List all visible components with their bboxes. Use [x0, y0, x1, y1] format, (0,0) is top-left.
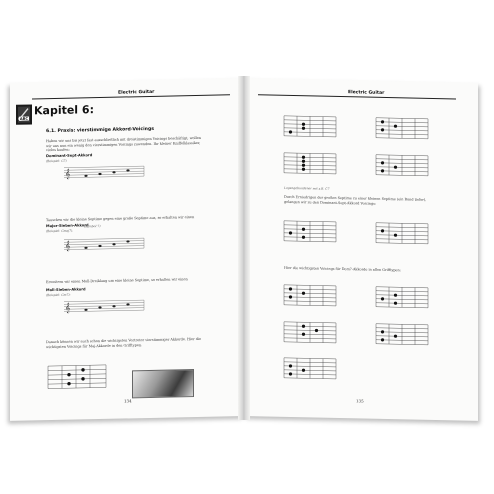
- chord-diagram-left: [48, 363, 106, 390]
- chord2-symbol: (Symbol 7): [84, 223, 101, 228]
- chord2-label: Major-Sieben-Akkord: [46, 223, 89, 229]
- dominant-paragraph: Durch Erniedrigen der großen Septime zu einer kleinen Septime (ein Bund tiefer), gelangen wir zu den Dominant-Sept-Akkord Voicings:: [284, 194, 427, 206]
- chord-diagram-11: [284, 356, 336, 381]
- chord-diagram-7: [284, 283, 336, 308]
- chord-diagram-5: [284, 219, 336, 244]
- dom7-paragraph: Hier die wichtigsten Voicings für Dom7-Akkorde in allen Grifftypen:: [284, 265, 401, 273]
- chord-diagram-2: [376, 116, 428, 141]
- chord-diagram-10: [376, 322, 428, 347]
- staff-notation-2: [64, 234, 144, 256]
- chord2-paragraph: Tauschen wir die kleine Septime gegen eine große Septime aus, so erhalten wir einen: [46, 215, 195, 223]
- right-page: [244, 78, 478, 421]
- running-head: Electric Guitar: [118, 89, 155, 96]
- svg-text:𝄞: 𝄞: [65, 169, 71, 180]
- chord-diagram-1: [284, 114, 336, 139]
- book-spine: [238, 76, 250, 420]
- chord1-label: Dominant-Sept-Akkord: [46, 153, 93, 159]
- outro-paragraph: Danach können wir auch schon die wichtigsten Vertreter vierstimmiger Akkorde. Hier die wichtigsten Voicings für Maj-Akkorde in den Grifftypen.: [46, 336, 201, 349]
- guitar-abc-icon: [16, 104, 32, 124]
- chord2-example: (Beispiel: Gmaj7).: [46, 228, 74, 234]
- intro-paragraph: Haben wir uns bis jetzt fast ausschließlich mit dreistimmigen Voicings beschäftigt, wollen wir uns nun ein wenig den vierstimmigen Voicings zuwenden. Ihr kleiner Kniffelklassiker, vieles kaufen:: [46, 135, 201, 153]
- page-number: 134: [124, 398, 132, 404]
- chord3-label: Moll-Sieben-Akkord: [46, 287, 86, 293]
- chapter-title: Kapitel 6:: [34, 103, 94, 118]
- staff-notation-1: [64, 162, 144, 184]
- chord1-example: (Beispiel: G7): [46, 158, 67, 164]
- svg-text:ABC: ABC: [19, 116, 29, 121]
- running-head: Electric Guitar: [348, 90, 385, 96]
- left-page: [10, 78, 244, 421]
- staff-notation-3: [64, 296, 144, 318]
- chord3-paragraph: Erweitern wir einen Moll-Dreiklang um eine kleine Septime, so erhalten wir einen: [46, 277, 188, 285]
- svg-text:𝄞: 𝄞: [65, 303, 71, 314]
- page-number: 135: [356, 398, 364, 404]
- guitar-hand-photo: [132, 369, 194, 398]
- chord-diagram-9: [284, 320, 336, 345]
- caption-1: Lagengebundener mit z.B. C7: [284, 185, 330, 191]
- chord-diagram-4: [376, 153, 428, 178]
- chord3-example: (Beispiel: Gm7):: [46, 292, 71, 298]
- chord-diagram-6: [376, 221, 428, 246]
- svg-text:𝄞: 𝄞: [65, 241, 71, 252]
- section-title: 6.1. Praxis: vierstimmige Akkord-Voicings: [46, 126, 154, 135]
- chord-diagram-8: [376, 285, 428, 310]
- chord-diagram-3: [284, 151, 336, 176]
